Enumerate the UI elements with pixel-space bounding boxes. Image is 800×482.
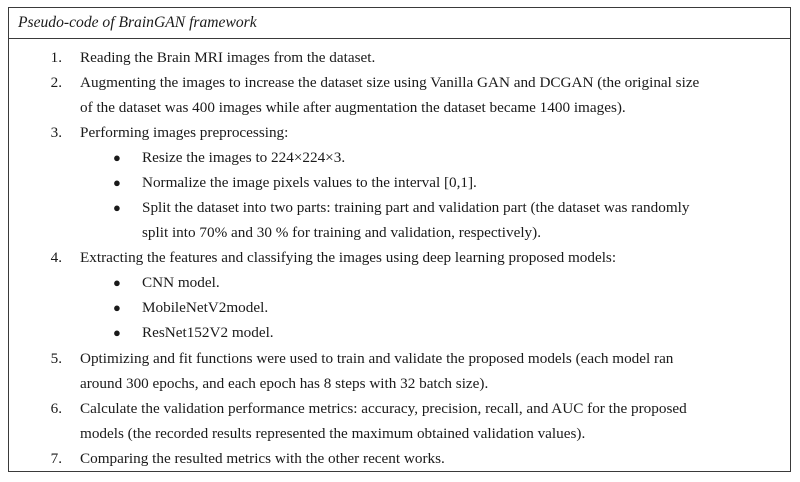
step-text: around 300 epochs, and each epoch has 8 steps with 32 batch size). [80,375,489,392]
bullet-text: Resize the images to 224×224×3. [142,149,346,166]
step-number: 3. [50,124,62,141]
step-number: 5. [50,350,62,367]
bullet-text: ResNet152V2 model. [142,324,274,341]
pseudo-code-table [8,7,791,472]
step-number: 1. [50,49,62,66]
bullet-text: CNN model. [142,274,220,291]
step-number: 2. [50,74,62,91]
step-text: Extracting the features and classifying the images using deep learning proposed models: [80,249,617,266]
bullet-text: Split the dataset into two parts: training part and validation part (the dataset was randomly [142,199,690,216]
step-text: models (the recorded results represented the maximum obtained validation values). [80,425,586,442]
step-text: Augmenting the images to increase the dataset size using Vanilla GAN and DCGAN (the original size [80,74,700,91]
table-header [9,8,790,39]
bullet-icon: ● [113,175,121,190]
bullet-icon: ● [113,325,121,340]
table-title: Pseudo-code of BrainGAN framework [18,14,257,31]
bullet-icon: ● [113,300,121,315]
bullet-icon: ● [113,200,121,215]
step-number: 7. [50,450,62,467]
bullet-text: MobileNetV2model. [142,299,269,316]
bullet-icon: ● [113,150,121,165]
step-text: Performing images preprocessing: [80,124,289,141]
step-number: 4. [50,249,62,266]
step-text: Reading the Brain MRI images from the dataset. [80,49,376,66]
step-text: Comparing the resulted metrics with the other recent works. [80,450,445,467]
bullet-icon: ● [113,275,121,290]
step-number: 6. [50,400,62,417]
bullet-text: Normalize the image pixels values to the interval [0,1]. [142,174,477,191]
step-text: Calculate the validation performance metrics: accuracy, precision, recall, and AUC for the proposed [80,400,687,417]
bullet-text: split into 70% and 30 % for training and validation, respectively). [142,224,541,241]
step-text: Optimizing and fit functions were used to train and validate the proposed models (each model ran [80,350,674,367]
step-text: of the dataset was 400 images while after augmentation the dataset became 1400 images). [80,99,626,116]
